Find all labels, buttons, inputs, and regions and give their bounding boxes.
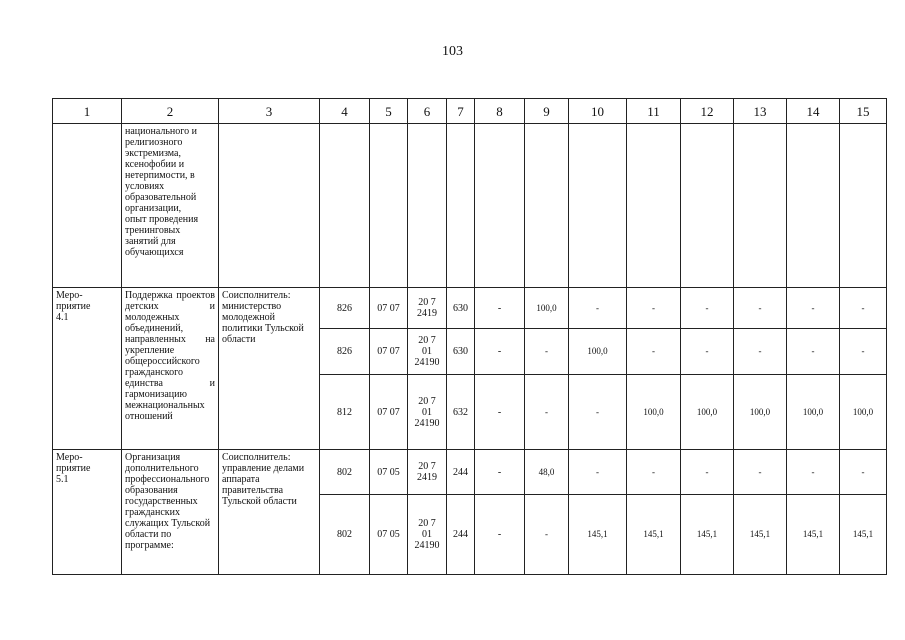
empty-cell [408, 124, 447, 288]
table-cell: 07 07 [370, 375, 408, 450]
header-cell: 13 [734, 99, 787, 124]
table-cell: 145,1 [569, 495, 627, 575]
table-cell: - [475, 329, 525, 375]
table-cell: - [734, 329, 787, 375]
continuation-row [53, 124, 887, 288]
table-cell: - [734, 450, 787, 495]
table-cell: 100,0 [525, 288, 569, 329]
continuation-description: национального и религиозного экстремизма, ксенофобии и нетерпимости, в условиях образовательной организации, опыт проведения тренинговых занятий для обучающихся [122, 124, 219, 288]
empty-cell [734, 124, 787, 288]
header-cell: 7 [447, 99, 475, 124]
table-cell: - [627, 288, 681, 329]
table-cell: 145,1 [840, 495, 887, 575]
empty-cell [525, 124, 569, 288]
empty-cell [681, 124, 734, 288]
table-cell: - [787, 450, 840, 495]
table-cell: 07 05 [370, 450, 408, 495]
table-cell: 20 7 01 24190 [408, 329, 447, 375]
header-cell: 15 [840, 99, 887, 124]
measure-description: Поддержка проектов детских и молодежных объединений, направленных на укрепление общероссийского гражданского единства и гармонизацию межнациональных отношений [122, 288, 219, 450]
table-cell: 07 05 [370, 495, 408, 575]
table-cell: - [734, 288, 787, 329]
table-cell: 145,1 [734, 495, 787, 575]
table-cell: 100,0 [681, 375, 734, 450]
empty-cell [840, 124, 887, 288]
header-cell: 3 [219, 99, 320, 124]
table-cell: - [681, 450, 734, 495]
table-cell: 100,0 [569, 329, 627, 375]
table-cell: 145,1 [681, 495, 734, 575]
empty-cell [475, 124, 525, 288]
table-cell: 145,1 [627, 495, 681, 575]
table-cell: 20 7 2419 [408, 450, 447, 495]
table-cell: - [681, 288, 734, 329]
table-cell: - [569, 288, 627, 329]
table-cell: 812 [320, 375, 370, 450]
header-cell: 11 [627, 99, 681, 124]
table-cell: 145,1 [787, 495, 840, 575]
table-cell: 07 07 [370, 288, 408, 329]
header-cell: 8 [475, 99, 525, 124]
table-cell: - [475, 495, 525, 575]
table-cell: - [681, 329, 734, 375]
table-cell: 630 [447, 329, 475, 375]
table-row [53, 450, 887, 495]
empty-cell [370, 124, 408, 288]
measure-executor: Соисполнитель: министерство молодежной политики Тульской области [219, 288, 320, 450]
header-row [53, 99, 887, 124]
measure-executor: Соисполнитель: управление делами аппарата правительства Тульской области [219, 450, 320, 575]
table-cell: 100,0 [787, 375, 840, 450]
table-cell: 20 7 01 24190 [408, 495, 447, 575]
empty-cell [569, 124, 627, 288]
table-cell: - [840, 450, 887, 495]
table-cell: 630 [447, 288, 475, 329]
page-number: 103 [442, 44, 463, 59]
empty-cell [320, 124, 370, 288]
measure-description: Организация дополнительного профессионального образования государственных гражданских служащих Тульской области по программе: [122, 450, 219, 575]
table-cell: - [627, 450, 681, 495]
measure-name: Меро- приятие 4.1 [53, 288, 122, 450]
table-cell: - [627, 329, 681, 375]
header-cell: 14 [787, 99, 840, 124]
table-cell: - [787, 288, 840, 329]
header-cell: 12 [681, 99, 734, 124]
table-cell: 244 [447, 450, 475, 495]
table-cell: 632 [447, 375, 475, 450]
table-cell: 802 [320, 450, 370, 495]
table-cell: - [569, 375, 627, 450]
table-cell: - [525, 375, 569, 450]
table-cell: 244 [447, 495, 475, 575]
empty-cell [627, 124, 681, 288]
table-cell: - [569, 450, 627, 495]
table-cell: - [525, 329, 569, 375]
table-cell: 48,0 [525, 450, 569, 495]
table-cell: - [475, 288, 525, 329]
budget-table [52, 98, 887, 575]
header-cell: 9 [525, 99, 569, 124]
table-cell: 826 [320, 288, 370, 329]
header-cell: 2 [122, 99, 219, 124]
table-cell: - [475, 450, 525, 495]
empty-cell [219, 124, 320, 288]
table-cell: - [525, 495, 569, 575]
table-cell: - [475, 375, 525, 450]
table-row [53, 288, 887, 329]
empty-cell [787, 124, 840, 288]
header-cell: 1 [53, 99, 122, 124]
table-cell: - [787, 329, 840, 375]
table-cell: 100,0 [840, 375, 887, 450]
table-cell: 100,0 [627, 375, 681, 450]
header-cell: 6 [408, 99, 447, 124]
table-cell: - [840, 288, 887, 329]
table-cell: 20 7 01 24190 [408, 375, 447, 450]
table-cell: 20 7 2419 [408, 288, 447, 329]
table-cell: 826 [320, 329, 370, 375]
header-cell: 10 [569, 99, 627, 124]
header-cell: 5 [370, 99, 408, 124]
measure-name: Меро- приятие 5.1 [53, 450, 122, 575]
header-cell: 4 [320, 99, 370, 124]
table-cell: 07 07 [370, 329, 408, 375]
table-cell: - [840, 329, 887, 375]
table-cell: 100,0 [734, 375, 787, 450]
empty-cell [447, 124, 475, 288]
table-cell: 802 [320, 495, 370, 575]
empty-cell [53, 124, 122, 288]
